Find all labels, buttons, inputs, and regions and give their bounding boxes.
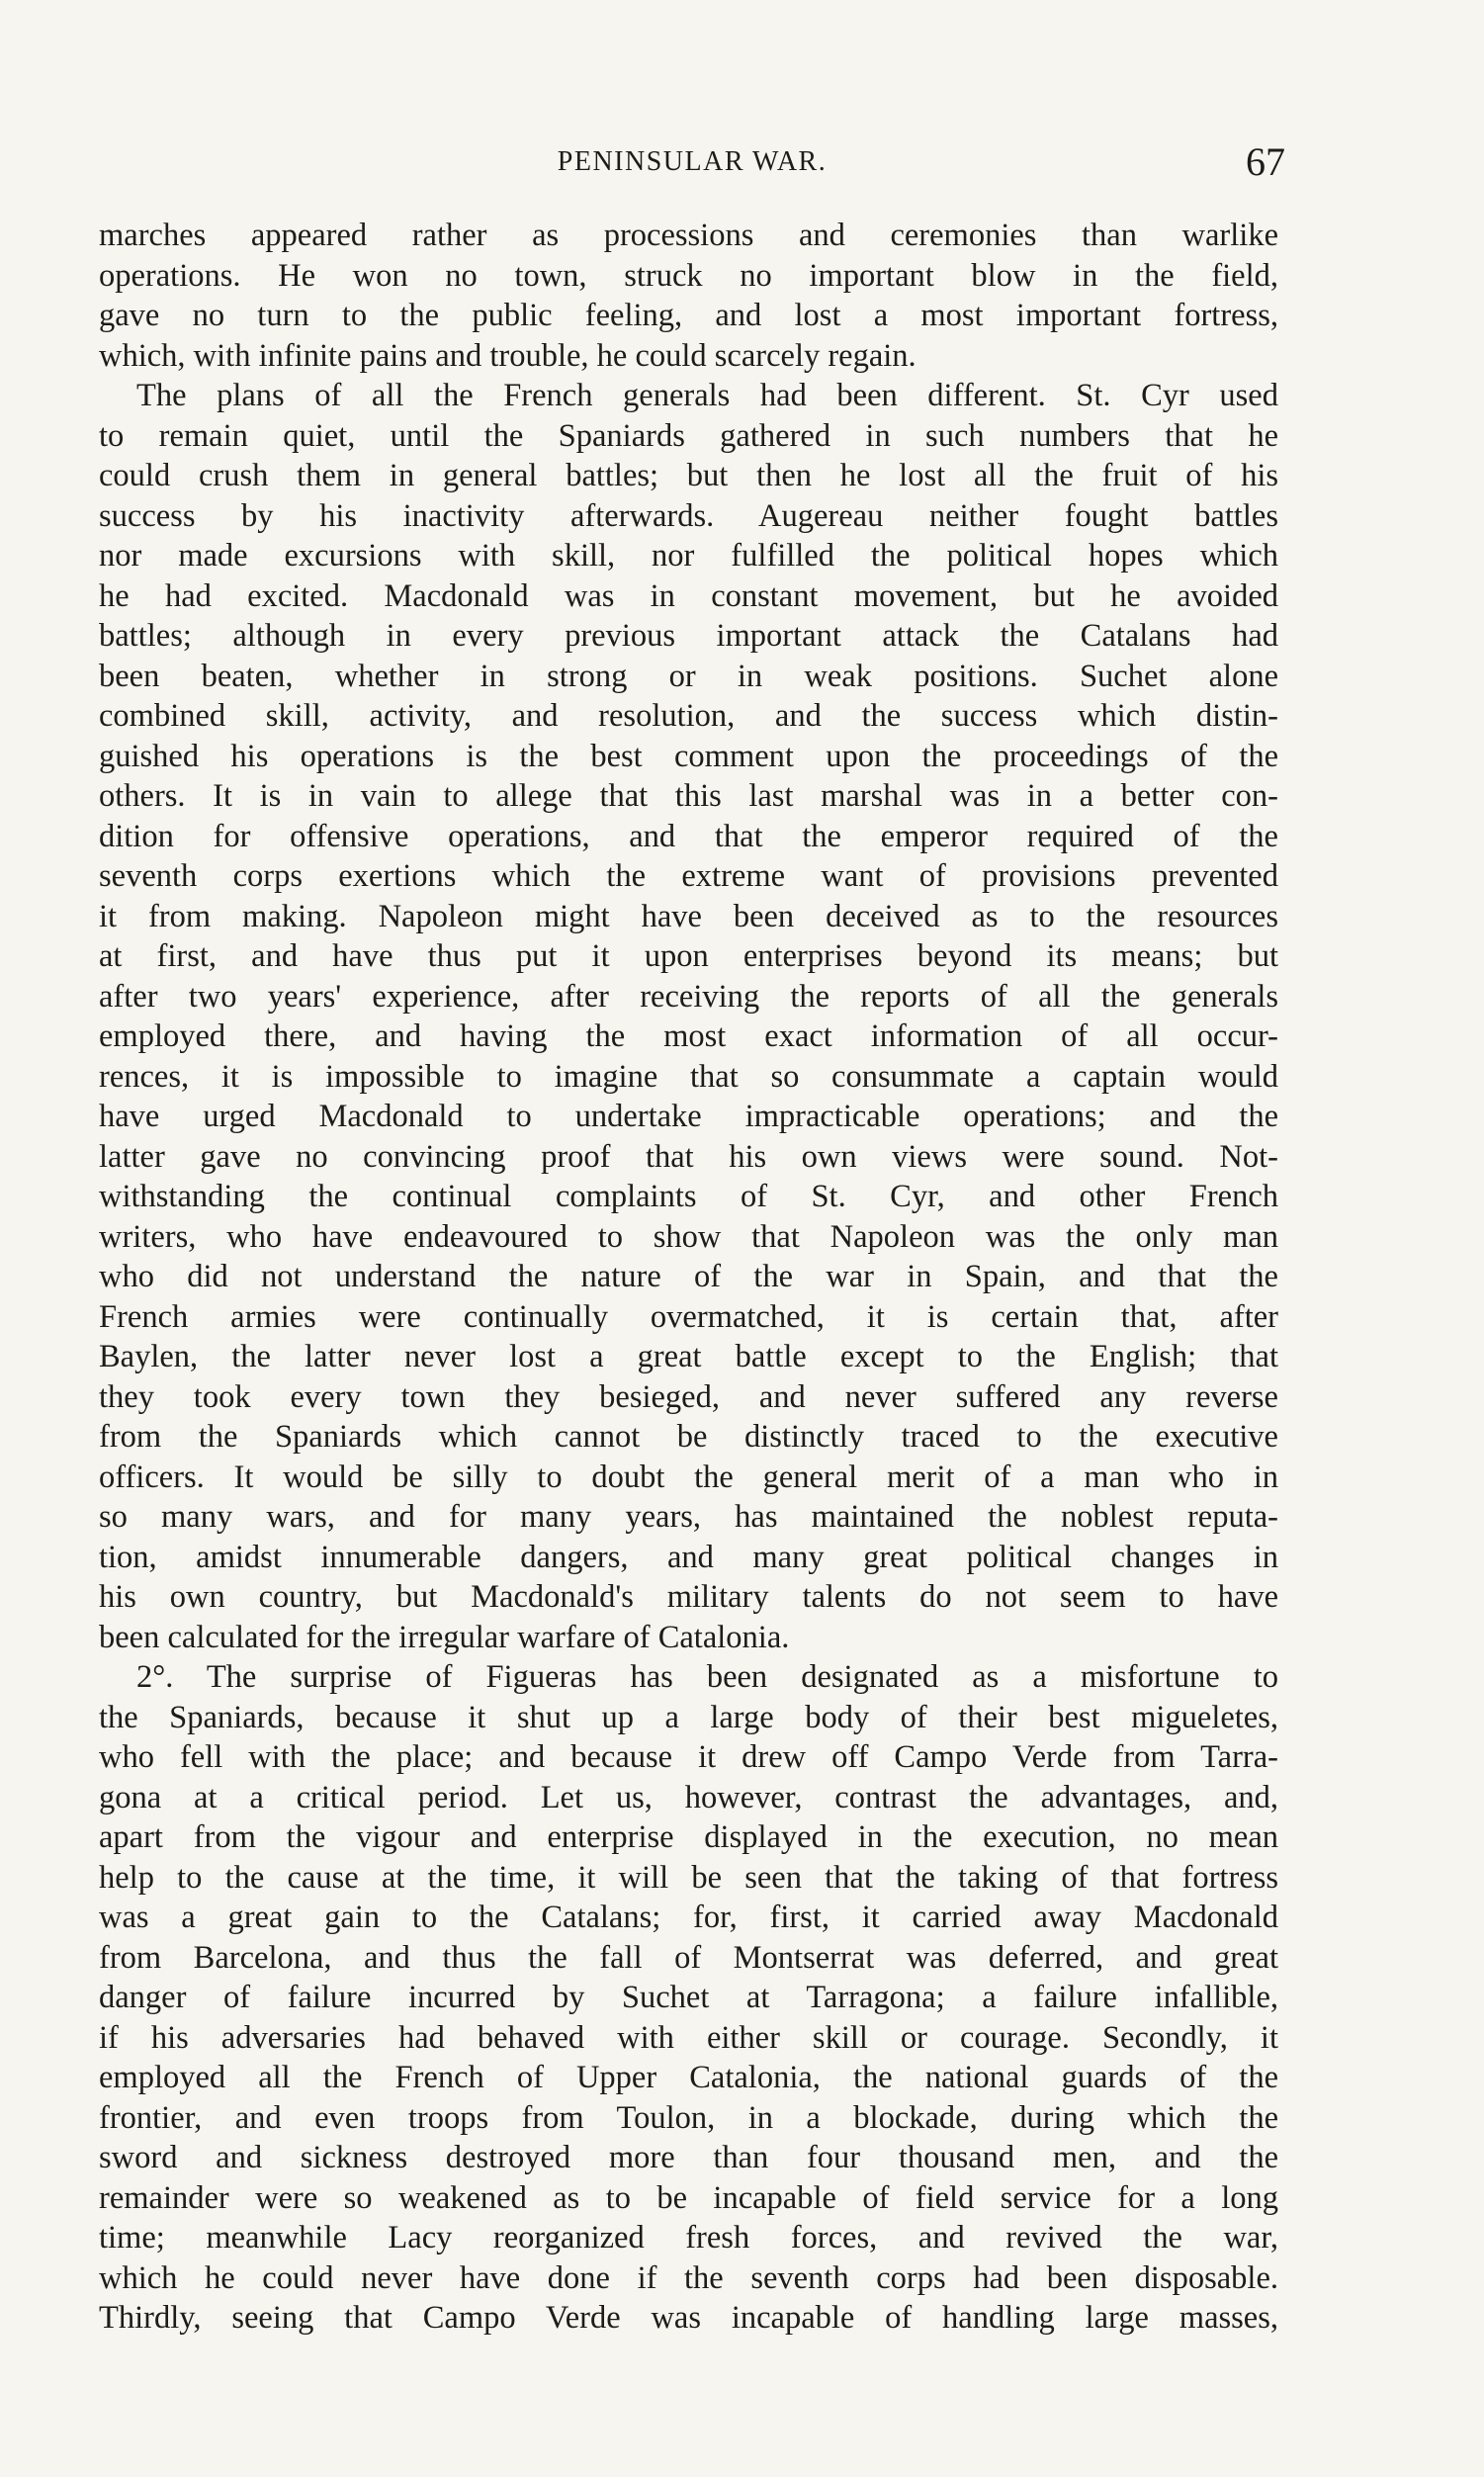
text-line: marches appeared rather as processions and ceremonies than warlike <box>99 218 1278 253</box>
text-line: danger of failure incurred by Suchet at Tarragona; a failure infallible, <box>99 1980 1278 2015</box>
text-line: others. It is in vain to allege that this last marshal was in a better con- <box>99 778 1278 814</box>
text-line: after two years' experience, after receiving the reports of all the generals <box>99 978 1278 1015</box>
text-line: if his adversaries had behaved with either skill or courage. Secondly, it <box>99 2019 1278 2056</box>
text-line: so many wars, and for many years, has maintained the noblest reputa- <box>99 1499 1278 1535</box>
text-line: Thirdly, seeing that Campo Verde was incapable of handling large masses, <box>99 2300 1278 2336</box>
text-line: nor made excursions with skill, nor fulfilled the political hopes which <box>99 538 1278 574</box>
text-line: at first, and have thus put it upon enterprises beyond its means; but <box>99 938 1278 974</box>
text-line: help to the cause at the time, it will be seen that the taking of that fortress <box>99 1859 1278 1896</box>
text-line: who did not understand the nature of the war in Spain, and that the <box>99 1259 1278 1294</box>
text-line: Baylen, the latter never lost a great battle except to the English; that <box>99 1339 1278 1374</box>
text-line: rences, it is impossible to imagine that so consummate a captain would <box>99 1058 1278 1095</box>
text-line: dition for offensive operations, and that the emperor required of the <box>99 818 1278 854</box>
text-line: was a great gain to the Catalans; for, first, it carried away Macdonald <box>99 1900 1278 1935</box>
text-line: guished his operations is the best comment upon the proceedings of the <box>99 738 1278 774</box>
text-line: The plans of all the French generals had been different. St. Cyr used <box>136 378 1278 413</box>
text-line: tion, amidst innumerable dangers, and many great political changes in <box>99 1539 1278 1575</box>
text-line: his own country, but Macdonald's military talents do not seem to have <box>99 1579 1278 1615</box>
text-line: 2°. The surprise of Figueras has been designated as a misfortune to <box>136 1659 1278 1695</box>
text-line: writers, who have endeavoured to show that Napoleon was the only man <box>99 1218 1278 1255</box>
page-number: 67 <box>1246 139 1285 184</box>
text-line: time; meanwhile Lacy reorganized fresh forces, and revived the war, <box>99 2220 1278 2256</box>
text-line: been calculated for the irregular warfare of Catalonia. <box>99 1619 790 1655</box>
text-line: seventh corps exertions which the extreme want of provisions prevented <box>99 858 1278 894</box>
paragraph <box>99 376 1278 1657</box>
text-line: could crush them in general battles; but then he lost all the fruit of his <box>99 458 1278 493</box>
text-line: he had excited. Macdonald was in constant movement, but he avoided <box>99 577 1278 614</box>
text-line: employed all the French of Upper Catalonia, the national guards of the <box>99 2060 1278 2095</box>
text-line: the Spaniards, because it shut up a large body of their best migueletes, <box>99 1699 1278 1735</box>
text-line: battles; although in every previous important attack the Catalans had <box>99 618 1278 654</box>
text-line: withstanding the continual complaints of St. Cyr, and other French <box>99 1179 1278 1214</box>
text-line: been beaten, whether in strong or in weak positions. Suchet alone <box>99 658 1278 694</box>
text-line: from Barcelona, and thus the fall of Montserrat was deferred, and great <box>99 1939 1278 1976</box>
text-line: to remain quiet, until the Spaniards gathered in such numbers that he <box>99 417 1278 454</box>
running-title: PENINSULAR WAR. <box>557 146 828 177</box>
text-line: French armies were continually overmatched, it is certain that, after <box>99 1298 1278 1335</box>
text-line: success by his inactivity afterwards. Augereau neither fought battles <box>99 497 1278 534</box>
text-line: sword and sickness destroyed more than four thousand men, and the <box>99 2140 1278 2175</box>
paragraph <box>99 1657 1278 2339</box>
text-line: from the Spaniards which cannot be distinctly traced to the executive <box>99 1419 1278 1455</box>
body-text <box>99 216 1278 2339</box>
text-line: latter gave no convincing proof that his own views were sound. Not- <box>99 1138 1278 1175</box>
text-line: have urged Macdonald to undertake impracticable operations; and the <box>99 1099 1278 1134</box>
text-line: who fell with the place; and because it drew off Campo Verde from Tarra- <box>99 1739 1278 1775</box>
text-line: operations. He won no town, struck no important blow in the field, <box>99 257 1278 294</box>
text-line: combined skill, activity, and resolution, and the success which distin- <box>99 698 1278 734</box>
text-line: apart from the vigour and enterprise displayed in the execution, no mean <box>99 1819 1278 1855</box>
text-line: it from making. Napoleon might have been deceived as to the resources <box>99 898 1278 934</box>
text-line: which he could never have done if the seventh corps had been disposable. <box>99 2259 1278 2296</box>
page-header <box>99 138 1285 194</box>
text-line: which, with infinite pains and trouble, he could scarcely regain. <box>99 337 917 374</box>
paragraph <box>99 216 1278 376</box>
text-line: officers. It would be silly to doubt the general merit of a man who in <box>99 1459 1278 1495</box>
text-line: frontier, and even troops from Toulon, in a blockade, during which the <box>99 2099 1278 2136</box>
text-line: gave no turn to the public feeling, and lost a most important fortress, <box>99 298 1278 333</box>
text-line: employed there, and having the most exact information of all occur- <box>99 1018 1278 1054</box>
text-line: remainder were so weakened as to be incapable of field service for a long <box>99 2179 1278 2216</box>
text-line: they took every town they besieged, and never suffered any reverse <box>99 1378 1278 1415</box>
text-line: gona at a critical period. Let us, however, contrast the advantages, and, <box>99 1779 1278 1815</box>
